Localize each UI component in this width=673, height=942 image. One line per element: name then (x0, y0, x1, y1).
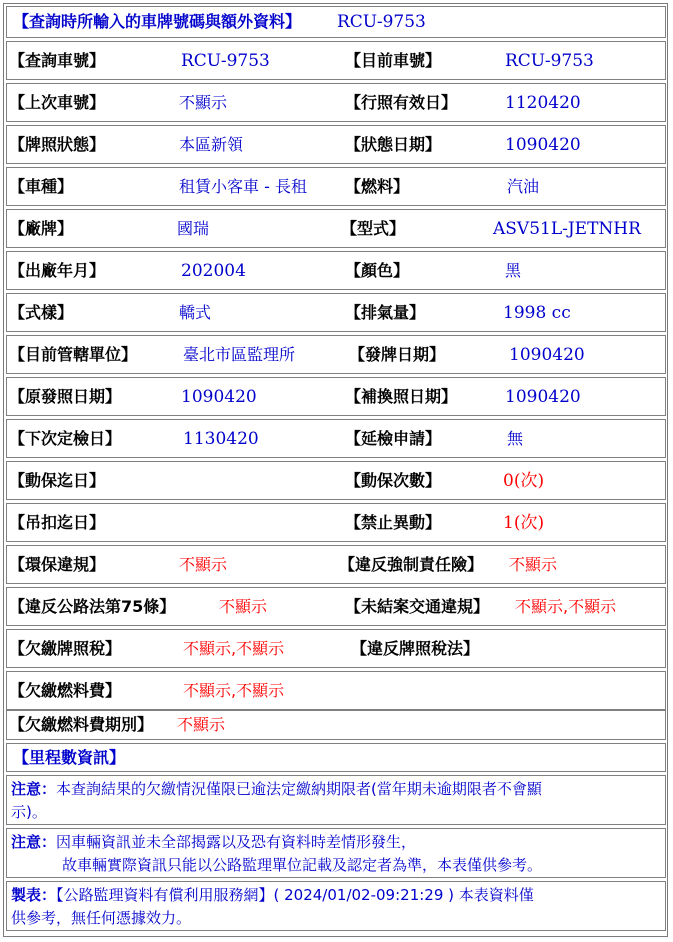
row-label-1: 【吊扣迄日】 (9, 513, 106, 532)
row-label-1: 【動保迄日】 (9, 471, 106, 490)
row-value-2: RCU-9753 (505, 51, 594, 71)
footer-prefix: 製表： (11, 886, 57, 904)
row-label-1: 【環保違規】 (9, 555, 106, 574)
info-row (6, 167, 666, 206)
info-row (6, 125, 666, 164)
row-value-2: 0(次) (503, 471, 545, 491)
footer-line2: 供參考，無任何憑據效力。 (11, 909, 192, 927)
row-value-1: 不顯示 (179, 555, 228, 574)
row-label-1: 【查詢車號】 (9, 51, 106, 70)
info-row (6, 587, 666, 626)
row-label-1: 【上次車號】 (9, 93, 106, 112)
row-label-2: 【燃料】 (345, 177, 410, 196)
row-value-1: 轎式 (179, 303, 212, 322)
row-value-2: 1090420 (505, 135, 581, 155)
row-value-2: 1090420 (505, 387, 581, 407)
row-value-1: 1130420 (183, 429, 259, 449)
header-plate: RCU-9753 (337, 12, 426, 32)
row-value-2: 不顯示 (509, 555, 558, 574)
fuel-period-row (6, 710, 666, 740)
row-value-1: 不顯示,不顯示 (183, 681, 285, 700)
row-label-1: 【出廠年月】 (9, 261, 106, 280)
note2-line2: 故車輛實際資訊只能以公路監理單位記載及認定者為準，本表僅供參考。 (62, 856, 543, 874)
note2-row (6, 828, 666, 878)
row-label-2: 【禁止異動】 (345, 513, 442, 532)
row-label-2: 【發牌日期】 (349, 345, 446, 364)
info-row (6, 377, 666, 416)
row-value-1: 不顯示 (219, 597, 268, 616)
info-row (6, 503, 666, 542)
row-value-1: 1090420 (181, 387, 257, 407)
row-label-1: 【目前管轄單位】 (9, 345, 138, 364)
footer-line1: 【公路監理資料有償利用服務網】( 2024/01/02-09:21:29 ) 本表資料僅 (56, 886, 534, 904)
row-label-2: 【未結案交通違規】 (345, 597, 490, 616)
header-title: 【查詢時所輸入的車牌號碼與額外資料】 (13, 12, 302, 31)
row-value-1: 202004 (181, 261, 246, 281)
row-value-1: 臺北市區監理所 (183, 345, 296, 364)
note1-prefix: 注意： (11, 780, 57, 798)
row-value-2: ASV51L-JETNHR (493, 219, 641, 239)
footer-row (6, 881, 666, 931)
info-row (6, 419, 666, 458)
row-label-2: 【目前車號】 (345, 51, 442, 70)
row-label-2: 【違反牌照稅法】 (351, 639, 480, 658)
info-row (6, 251, 666, 290)
row-value-1: 不顯示 (179, 93, 228, 112)
row-value-2: 1(次) (503, 513, 545, 533)
info-row (6, 671, 666, 710)
info-row (6, 41, 666, 80)
row-label-2: 【排氣量】 (345, 303, 426, 322)
row-label-1: 【式樣】 (9, 303, 74, 322)
mileage-label: 【里程數資訊】 (13, 748, 126, 767)
note2-prefix: 注意： (11, 833, 57, 851)
row-value-1: 租賃小客車 - 長租 (179, 177, 307, 196)
note2-line1: 因車輛資訊並未全部揭露以及恐有資料時差情形發生， (56, 833, 417, 851)
row-label-2: 【違反強制責任險】 (339, 555, 484, 574)
info-row (6, 293, 666, 332)
row-value-2: 汽油 (507, 177, 540, 196)
fuel-period-value: 不顯示 (177, 715, 226, 734)
row-label-2: 【顏色】 (345, 261, 410, 280)
row-value-1: 不顯示,不顯示 (183, 639, 285, 658)
row-value-1: 國瑞 (177, 219, 210, 238)
row-label-2: 【動保次數】 (345, 471, 442, 490)
row-value-1: 本區新領 (179, 135, 244, 154)
row-label-1: 【欠繳燃料費】 (9, 681, 122, 700)
mileage-row (6, 743, 666, 772)
row-label-1: 【下次定檢日】 (9, 429, 122, 448)
info-row (6, 209, 666, 248)
row-label-2: 【補換照日期】 (345, 387, 458, 406)
row-label-2: 【型式】 (341, 219, 406, 238)
row-label-2: 【行照有效日】 (345, 93, 458, 112)
info-row (6, 461, 666, 500)
info-row (6, 629, 666, 668)
note1-row (6, 775, 666, 825)
info-row (6, 545, 666, 584)
header-row (6, 6, 666, 38)
row-label-1: 【欠繳牌照稅】 (9, 639, 122, 658)
row-label-1: 【廠牌】 (9, 219, 74, 238)
row-value-2: 無 (507, 429, 524, 448)
row-value-2: 黑 (505, 261, 522, 280)
row-label-1: 【牌照狀態】 (9, 135, 106, 154)
row-value-2: 不顯示,不顯示 (515, 597, 617, 616)
note1-line1: 本查詢結果的欠繳情況僅限已逾法定繳納期限者(當年期未逾期限者不會顯 (56, 780, 542, 798)
row-label-2: 【延檢申請】 (345, 429, 442, 448)
row-label-1: 【車種】 (9, 177, 74, 196)
row-label-1: 【違反公路法第75條】 (9, 597, 176, 616)
info-row (6, 83, 666, 122)
fuel-period-label: 【欠繳燃料費期別】 (9, 715, 154, 734)
info-row (6, 335, 666, 374)
row-value-2: 1120420 (505, 93, 581, 113)
row-value-2: 1998 cc (503, 303, 571, 323)
row-value-1: RCU-9753 (181, 51, 270, 71)
row-value-2: 1090420 (509, 345, 585, 365)
row-label-1: 【原發照日期】 (9, 387, 122, 406)
note1-line2: 示)。 (11, 803, 47, 821)
row-label-2: 【狀態日期】 (345, 135, 442, 154)
